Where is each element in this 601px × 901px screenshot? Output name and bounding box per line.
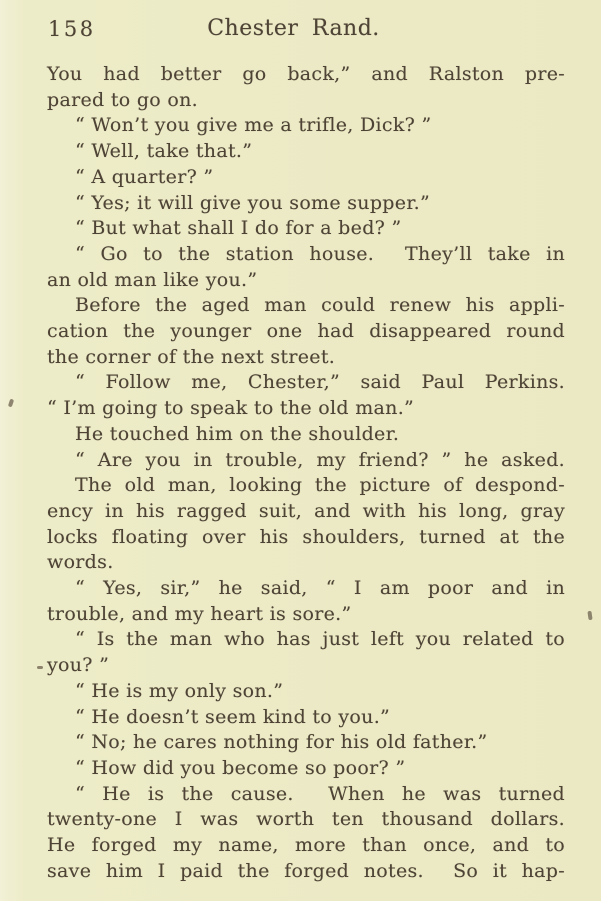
text-line: save him I paid the forged notes. So it hap- bbox=[47, 859, 565, 882]
text-line: you? ” bbox=[47, 654, 110, 677]
text-line: “ Go to the station house. They’ll take in bbox=[75, 242, 565, 265]
text-line: cation the younger one had disappeared round bbox=[47, 320, 565, 343]
text-line: “ I’m going to speak to the old man.” bbox=[47, 397, 415, 420]
running-title: Chester Rand. bbox=[207, 16, 380, 41]
text-line: twenty-one I was worth ten thousand dollars. bbox=[47, 808, 565, 831]
text-line: words. bbox=[47, 551, 114, 574]
text-line: “ No; he cares nothing for his old father.” bbox=[75, 731, 488, 754]
text-line: “ Yes, sir,” he said, “ I am poor and in bbox=[75, 577, 565, 600]
text-line: He touched him on the shoulder. bbox=[75, 422, 400, 445]
text-block bbox=[47, 62, 565, 885]
text-line: He forged my name, more than once, and to bbox=[47, 834, 565, 857]
text-line: ency in his ragged suit, and with his long, gray bbox=[47, 499, 565, 522]
text-line: Before the aged man could renew his appli- bbox=[75, 294, 565, 317]
text-line: “ Are you in trouble, my friend? ” he asked. bbox=[75, 448, 565, 471]
text-line: “ Yes; it will give you some supper.” bbox=[75, 191, 430, 214]
scan-speck bbox=[587, 611, 592, 620]
text-line: “ Won’t you give me a trifle, Dick? ” bbox=[75, 114, 432, 137]
text-line: You had better go back,” and Ralston pre- bbox=[47, 63, 565, 85]
page-header bbox=[48, 0, 565, 44]
text-line: “ A quarter? ” bbox=[75, 165, 214, 188]
text-line: “ He doesn’t seem kind to you.” bbox=[75, 705, 391, 728]
text-line: “ Follow me, Chester,” said Paul Perkins. bbox=[75, 371, 565, 394]
text-line: the corner of the next street. bbox=[47, 345, 336, 368]
scan-speck bbox=[37, 666, 43, 669]
text-line: The old man, looking the picture of despond- bbox=[75, 474, 565, 497]
text-line: “ He is my only son.” bbox=[75, 679, 284, 702]
page-number: 158 bbox=[48, 17, 96, 41]
text-line: “ How did you become so poor? ” bbox=[75, 756, 406, 779]
text-line: “ He is the cause. When he was turned bbox=[75, 782, 565, 805]
text-line: locks floating over his shoulders, turned at the bbox=[47, 525, 565, 548]
text-line: an old man like you.” bbox=[47, 268, 258, 291]
text-line: pared to go on. bbox=[47, 88, 198, 111]
text-line: “ Well, take that.” bbox=[75, 140, 253, 163]
text-line: “ But what shall I do for a bed? ” bbox=[75, 217, 402, 240]
text-line: “ Is the man who has just left you related to bbox=[75, 628, 565, 651]
text-line: trouble, and my heart is sore.” bbox=[47, 602, 352, 625]
scan-speck bbox=[8, 399, 14, 408]
